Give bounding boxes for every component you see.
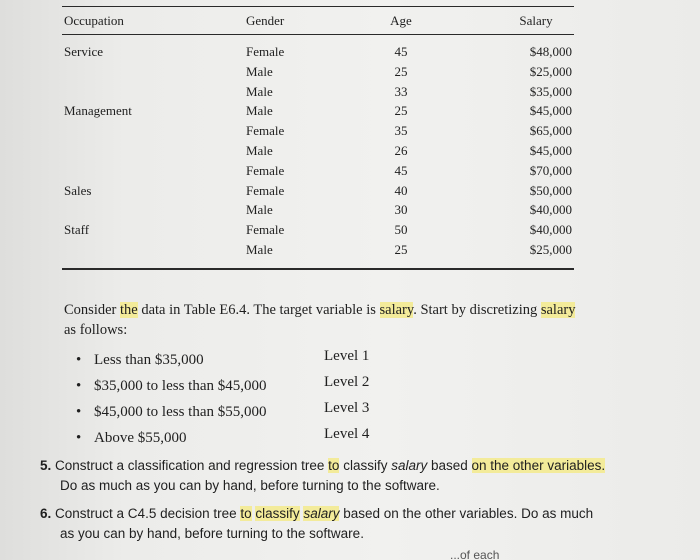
question-highlight: classify — [255, 506, 300, 521]
cell-gender: Female — [246, 182, 285, 198]
question-text: based on the other variables. Do as much — [339, 506, 594, 521]
question-text: Do as much as you can by hand, before turning to the software. — [60, 478, 440, 493]
cell-salary: $25,000 — [529, 242, 572, 257]
cell-gender: Female — [246, 123, 285, 139]
question-text: as you can by hand, before turning to the software. — [60, 526, 364, 541]
question-highlight: on the other variables. — [471, 458, 606, 473]
intro-text: data in Table E6.4. The target variable is — [137, 302, 380, 318]
cell-gender: Male — [246, 63, 273, 79]
level-label: Level 4 — [324, 426, 370, 442]
table-top-rule — [62, 6, 574, 7]
bullet-icon: • — [76, 352, 82, 368]
cell-age: 25 — [394, 242, 408, 257]
cell-gender: Male — [246, 143, 273, 158]
level-bullet — [76, 378, 267, 395]
intro-highlight: salary — [540, 302, 576, 318]
header-salary: Salary — [519, 13, 553, 28]
cell-salary: $45,000 — [529, 103, 572, 119]
question-highlight: to — [240, 506, 252, 521]
header-gender: Gender — [246, 13, 285, 28]
question-number: 6. — [40, 506, 52, 521]
bullet-icon: • — [76, 378, 82, 394]
question-highlight: salary — [303, 506, 340, 521]
level-label: Level 1 — [324, 348, 370, 364]
cell-salary: $45,000 — [529, 143, 572, 158]
question-text: based — [427, 458, 472, 473]
cell-age: 25 — [394, 103, 408, 119]
cell-salary: $40,000 — [529, 222, 572, 238]
level-range: Above $55,000 — [94, 430, 187, 446]
bullet-icon: • — [76, 404, 82, 420]
level-range: $45,000 to less than $55,000 — [94, 404, 267, 420]
cell-salary: $70,000 — [529, 162, 572, 178]
cell-age: 35 — [394, 123, 408, 139]
cut-off-text: ...of each — [450, 548, 500, 560]
question-5 — [40, 456, 640, 496]
cell-salary: $50,000 — [529, 182, 572, 198]
cell-gender: Male — [246, 83, 273, 99]
cell-salary: $48,000 — [529, 44, 572, 59]
intro-highlight: the — [119, 302, 138, 318]
cell-age: 33 — [394, 83, 408, 99]
question-italic: salary — [391, 458, 428, 473]
level-bullet — [76, 430, 187, 447]
question-text: Construct a C4.5 decision tree — [55, 506, 241, 521]
question-6 — [40, 504, 640, 544]
cell-age: 30 — [394, 202, 408, 218]
cell-salary: $65,000 — [529, 123, 572, 139]
cell-age: 25 — [394, 63, 408, 79]
intro-text: Consider — [64, 302, 120, 318]
bullet-icon: • — [76, 430, 82, 446]
cell-age: 26 — [394, 143, 408, 158]
level-bullet — [76, 404, 267, 421]
cell-occupation: Management — [64, 103, 132, 119]
cell-age: 50 — [394, 222, 408, 238]
intro-paragraph — [64, 300, 624, 340]
question-number: 5. — [40, 458, 52, 473]
cell-age: 40 — [394, 182, 408, 198]
header-occupation: Occupation — [64, 13, 124, 28]
level-bullet — [76, 352, 204, 369]
intro-highlight: salary — [379, 302, 414, 318]
level-range: Less than $35,000 — [94, 352, 204, 368]
intro-text: . Start by discretizing — [413, 302, 541, 318]
table-bottom-rule — [62, 268, 574, 270]
cell-occupation: Sales — [64, 182, 92, 198]
level-label: Level 3 — [324, 400, 370, 416]
level-label: Level 2 — [324, 374, 370, 390]
cell-occupation: Staff — [64, 222, 90, 238]
cell-gender: Male — [246, 242, 273, 257]
cell-occupation: Service — [64, 44, 103, 59]
cell-gender: Male — [246, 202, 273, 218]
cell-age: 45 — [394, 44, 408, 59]
cell-salary: $35,000 — [529, 83, 572, 99]
cell-salary: $25,000 — [529, 63, 572, 79]
intro-text: as follows: — [64, 322, 128, 338]
question-text: classify — [339, 458, 392, 473]
table-header-rule — [62, 34, 574, 35]
header-age: Age — [390, 13, 412, 28]
question-highlight: to — [328, 458, 340, 473]
cell-age: 45 — [394, 162, 408, 178]
level-range: $35,000 to less than $45,000 — [94, 378, 267, 394]
cell-gender: Female — [246, 222, 285, 238]
question-text: Construct a classification and regression tree — [55, 458, 329, 473]
cell-salary: $40,000 — [529, 202, 572, 218]
cell-gender: Male — [246, 103, 273, 119]
cell-gender: Female — [246, 162, 285, 178]
cell-gender: Female — [246, 44, 285, 59]
